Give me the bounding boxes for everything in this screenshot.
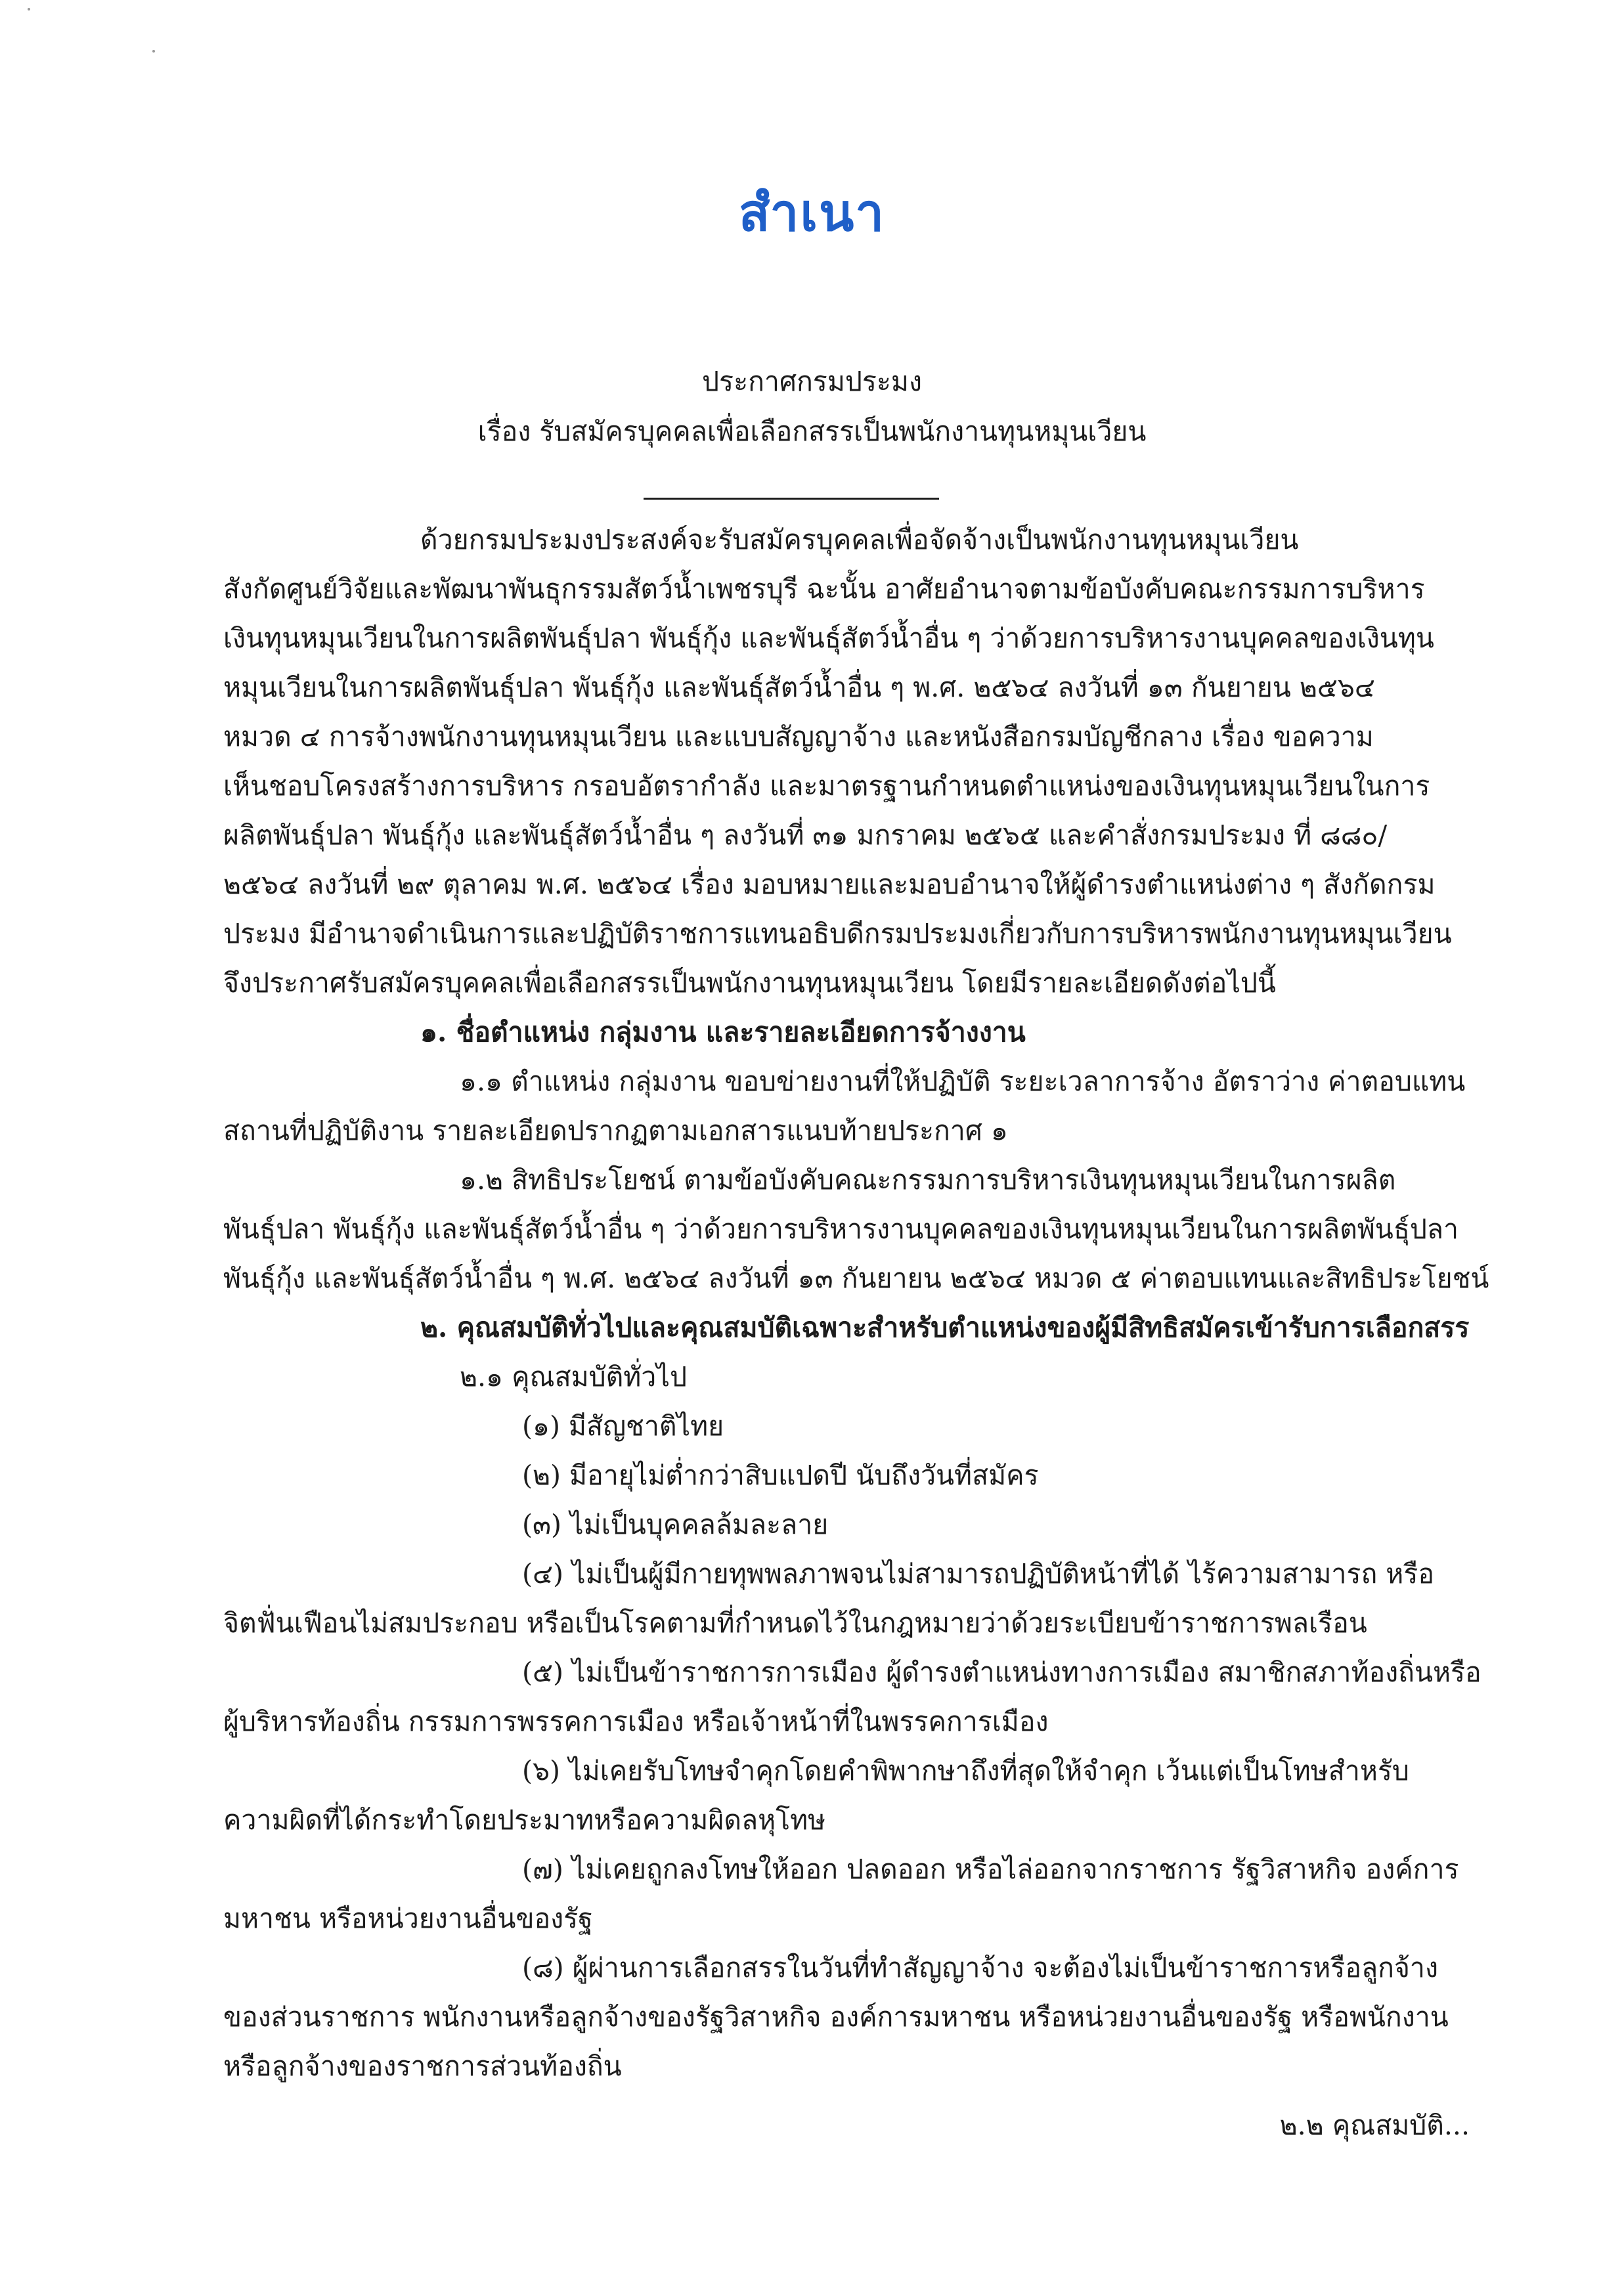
- qualification-item-cont: หรือลูกจ้างของราชการส่วนท้องถิ่น: [223, 2050, 622, 2082]
- scan-speck: [28, 8, 30, 11]
- section2-subheading: ๒.๑ คุณสมบัติทั่วไป: [460, 1361, 687, 1393]
- intro-line: ๒๕๖๔ ลงวันที่ ๒๙ ตุลาคม พ.ศ. ๒๕๖๔ เรื่อง มอบหมายและมอบอำนาจให้ผู้ดำรงตำแหน่งต่าง ๆ สังกัดกรม: [223, 869, 1436, 900]
- intro-line: ด้วยกรมประมงประสงค์จะรับสมัครบุคคลเพื่อจัดจ้างเป็นพนักงานทุนหมุนเวียน: [420, 524, 1299, 555]
- section1-heading: ๑. ชื่อตำแหน่ง กลุ่มงาน และรายละเอียดการจ้างงาน: [420, 1016, 1026, 1048]
- qualification-item: (๓) ไม่เป็นบุคคลล้มละลาย: [522, 1509, 829, 1540]
- section2-heading: ๒. คุณสมบัติทั่วไปและคุณสมบัติเฉพาะสำหรับตำแหน่งของผู้มีสิทธิสมัครเข้ารับการเลือกสรร: [420, 1312, 1470, 1343]
- intro-line: ประมง มีอำนาจดำเนินการและปฏิบัติราชการแทนอธิบดีกรมประมงเกี่ยวกับการบริหารพนักงานทุนหมุนเวียน: [223, 918, 1452, 949]
- section1-item2-line: พันธุ์ปลา พันธุ์กุ้ง และพันธุ์สัตว์น้ำอื่น ๆ ว่าด้วยการบริหารงานบุคคลของเงินทุนหมุนเวียนในการผลิตพันธุ์ปลา: [223, 1213, 1459, 1245]
- intro-line: ผลิตพันธุ์ปลา พันธุ์กุ้ง และพันธุ์สัตว์น้ำอื่น ๆ ลงวันที่ ๓๑ มกราคม ๒๕๖๕ และคำสั่งกรมประมง ที่ ๘๘๐/: [223, 819, 1388, 851]
- qualification-item: (๗) ไม่เคยถูกลงโทษให้ออก ปลดออก หรือไล่ออกจากราชการ รัฐวิสาหกิจ องค์การ: [522, 1853, 1459, 1885]
- section1-item1-line: ๑.๑ ตำแหน่ง กลุ่มงาน ขอบข่ายงานที่ให้ปฏิบัติ ระยะเวลาการจ้าง อัตราว่าง ค่าตอบแทน: [460, 1066, 1466, 1097]
- qualification-item: (๒) มีอายุไม่ต่ำกว่าสิบแปดปี นับถึงวันที่สมัคร: [522, 1460, 1039, 1491]
- intro-line: จึงประกาศรับสมัครบุคคลเพื่อเลือกสรรเป็นพนักงานทุนหมุนเวียน โดยมีรายละเอียดดังต่อไปนี้: [223, 967, 1276, 999]
- qualification-item: (๔) ไม่เป็นผู้มีกายทุพพลภาพจนไม่สามารถปฏิบัติหน้าที่ได้ ไร้ความสามารถ หรือ: [522, 1558, 1434, 1590]
- intro-line: สังกัดศูนย์วิจัยและพัฒนาพันธุกรรมสัตว์น้ำเพชรบุรี ฉะนั้น อาศัยอำนาจตามข้อบังคับคณะกรรมการบริหาร: [223, 573, 1425, 605]
- qualification-item: (๑) มีสัญชาติไทย: [522, 1410, 724, 1442]
- intro-line: เห็นชอบโครงสร้างการบริหาร กรอบอัตรากำลัง และมาตรฐานกำหนดตำแหน่งของเงินทุนหมุนเวียนในการ: [223, 770, 1430, 802]
- section1-item1-line: สถานที่ปฏิบัติงาน รายละเอียดปรากฏตามเอกสารแนบท้ายประกาศ ๑: [223, 1115, 1008, 1146]
- qualification-item: (๖) ไม่เคยรับโทษจำคุกโดยคำพิพากษาถึงที่สุดให้จำคุก เว้นแต่เป็นโทษสำหรับ: [522, 1755, 1409, 1787]
- qualification-item-cont: จิตฟั่นเฟือนไม่สมประกอบ หรือเป็นโรคตามที่กำหนดไว้ในกฎหมายว่าด้วยระเบียบข้าราชการพลเรือน: [223, 1607, 1367, 1639]
- qualification-item-cont: ความผิดที่ได้กระทำโดยประมาทหรือความผิดลหุโทษ: [223, 1804, 826, 1836]
- section1-item2-line: ๑.๒ สิทธิประโยชน์ ตามข้อบังคับคณะกรรมการบริหารเงินทุนหมุนเวียนในการผลิต: [460, 1164, 1396, 1196]
- title-divider: [644, 498, 939, 500]
- document-body: [223, 515, 1489, 2091]
- qualification-item-cont: มหาชน หรือหน่วยงานอื่นของรัฐ: [223, 1903, 593, 1934]
- section1-item2-line: พันธุ์กุ้ง และพันธุ์สัตว์น้ำอื่น ๆ พ.ศ. ๒๕๖๔ ลงวันที่ ๑๓ กันยายน ๒๕๖๔ หมวด ๕ ค่าตอบแทนและสิทธิประโยชน์: [223, 1263, 1489, 1294]
- announcement-title: ประกาศกรมประมง: [702, 366, 922, 397]
- scan-speck: [152, 50, 155, 53]
- continued-marker: ๒.๒ คุณสมบัติ...: [1279, 2110, 1470, 2141]
- announcement-subject: เรื่อง รับสมัครบุคคลเพื่อเลือกสรรเป็นพนักงานทุนหมุนเวียน: [477, 416, 1147, 447]
- qualification-item: (๕) ไม่เป็นข้าราชการการเมือง ผู้ดำรงตำแหน่งทางการเมือง สมาชิกสภาท้องถิ่นหรือ: [522, 1657, 1481, 1688]
- intro-line: เงินทุนหมุนเวียนในการผลิตพันธุ์ปลา พันธุ์กุ้ง และพันธุ์สัตว์น้ำอื่น ๆ ว่าด้วยการบริหารงานบุคคลของเงินทุน: [223, 622, 1434, 654]
- intro-line: หมวด ๔ การจ้างพนักงานทุนหมุนเวียน และแบบสัญญาจ้าง และหนังสือกรมบัญชีกลาง เรื่อง ขอความ: [223, 721, 1374, 752]
- qualification-item-cont: ของส่วนราชการ พนักงานหรือลูกจ้างของรัฐวิสาหกิจ องค์การมหาชน หรือหน่วยงานอื่นของรัฐ หรือพนักงาน: [223, 2001, 1449, 2033]
- copy-stamp: สำเนา: [738, 184, 886, 243]
- qualification-item: (๘) ผู้ผ่านการเลือกสรรในวันที่ทำสัญญาจ้าง จะต้องไม่เป็นข้าราชการหรือลูกจ้าง: [522, 1952, 1438, 1983]
- qualification-item-cont: ผู้บริหารท้องถิ่น กรรมการพรรคการเมือง หรือเจ้าหน้าที่ในพรรคการเมือง: [223, 1706, 1049, 1737]
- intro-line: หมุนเวียนในการผลิตพันธุ์ปลา พันธุ์กุ้ง และพันธุ์สัตว์น้ำอื่น ๆ พ.ศ. ๒๕๖๔ ลงวันที่ ๑๓ กันยายน ๒๕๖๔: [223, 672, 1375, 703]
